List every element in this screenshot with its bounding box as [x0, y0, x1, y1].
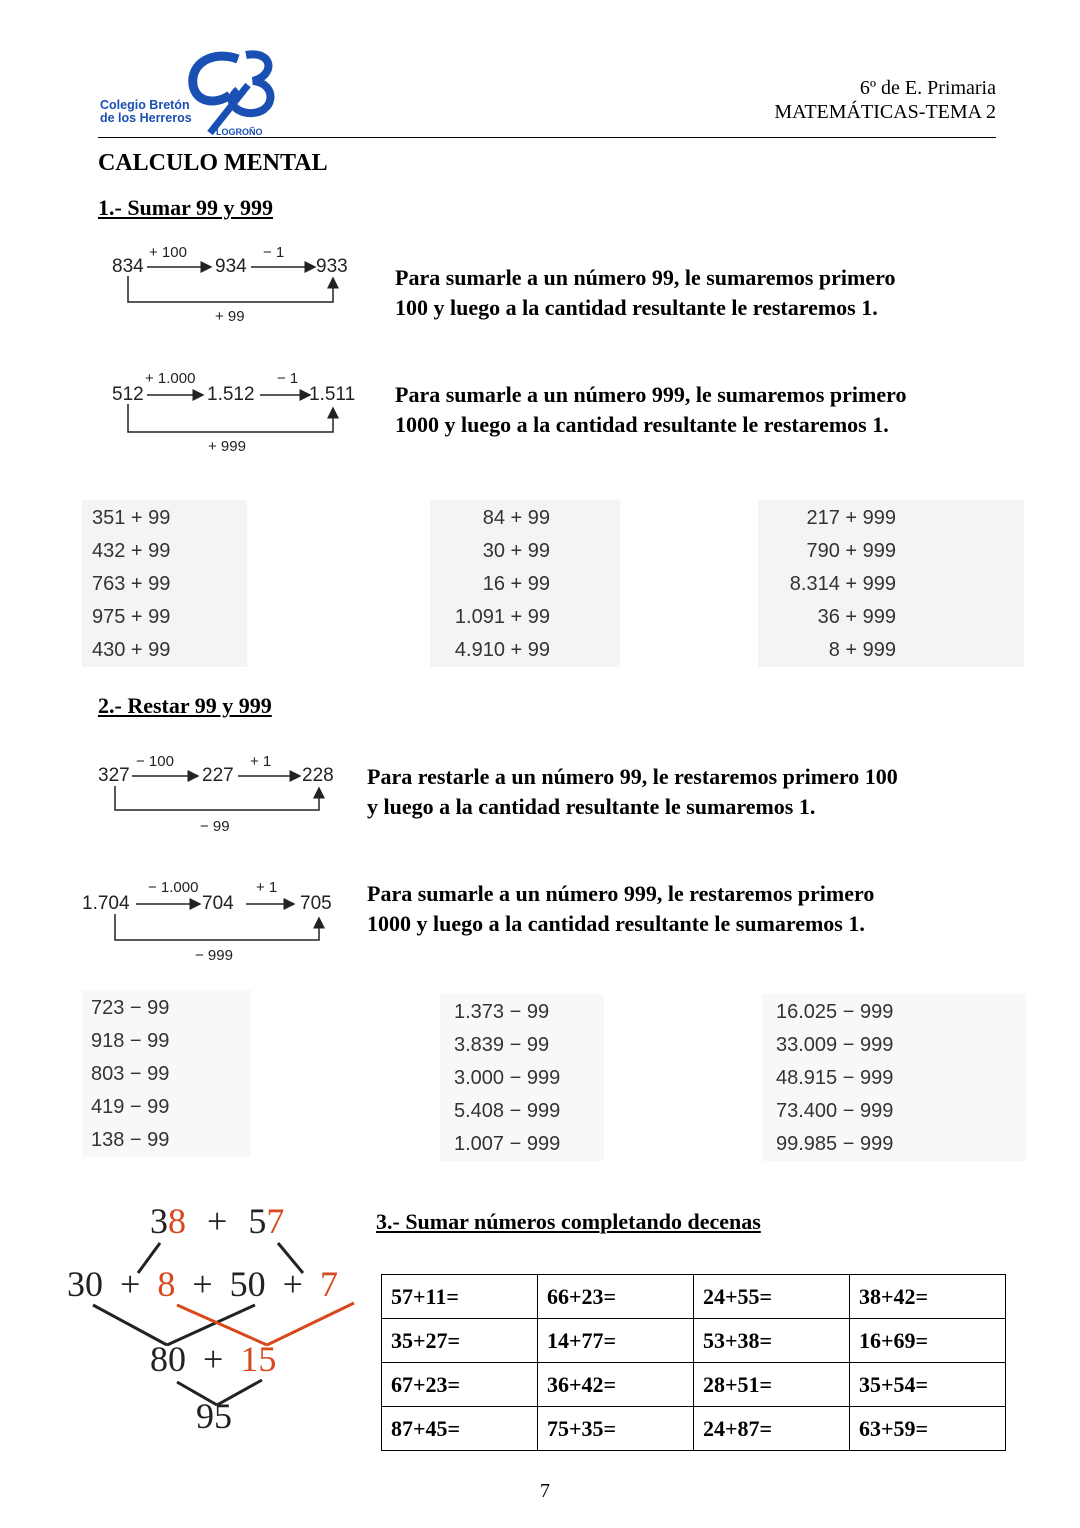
exercise-item: 1.373 − 99: [454, 1001, 550, 1023]
explanation-subtract-99: [367, 762, 898, 822]
diagram-op1: + 1.000: [145, 370, 196, 387]
school-city: LOGROÑO: [216, 127, 263, 137]
diagram-op1: + 100: [149, 244, 187, 261]
section3-heading: 3.- Sumar números completando decenas: [376, 1209, 761, 1234]
explanation-line: 1000 y luego a la cantidad resultante le sumaremos 1.: [367, 911, 865, 936]
table-row: [382, 1407, 1006, 1451]
table-cell: 24+55=: [694, 1275, 850, 1319]
plus-sign: +: [203, 1339, 224, 1379]
exercise-item: 3.000 − 999: [454, 1067, 561, 1089]
diagram-total: + 99: [215, 308, 245, 325]
diagram-subtract-999: [82, 878, 382, 968]
exercise-column: [758, 500, 1024, 667]
diagram-subtract-99: [92, 750, 392, 840]
exercise-item: 16 + 99: [482, 573, 550, 595]
table-cell: 38+42=: [850, 1275, 1006, 1319]
digit: 5: [248, 1201, 267, 1241]
diagram-start: 512: [112, 384, 144, 405]
explanation-line: 100 y luego a la cantidad resultante le restaremos 1.: [395, 295, 878, 320]
exercise-item: 918 − 99: [91, 1030, 170, 1052]
diagram-start: 327: [98, 765, 130, 786]
exercise-item: 99.985 − 999: [776, 1133, 894, 1155]
diagram-add-99: [105, 240, 405, 330]
exercise-item: 8 + 999: [828, 639, 896, 661]
diagram-end: 933: [316, 256, 348, 277]
table-cell: 16+69=: [850, 1319, 1006, 1363]
plus-sign: +: [207, 1201, 228, 1241]
exercise-item: 48.915 − 999: [776, 1067, 894, 1089]
units: 7: [319, 1264, 338, 1304]
subject-label: MATEMÁTICAS-TEMA 2: [774, 101, 996, 123]
exercise-item: 5.408 − 999: [454, 1100, 561, 1122]
exercise-item: 1.007 − 999: [454, 1133, 561, 1155]
units: 8: [157, 1264, 176, 1304]
tree-top-row: [150, 1200, 284, 1242]
exercise-item: 8.314 + 999: [789, 573, 896, 595]
table-cell: 24+87=: [694, 1407, 850, 1451]
explanation-line: Para sumarle a un número 99, le sumaremos primero: [395, 265, 896, 290]
diagram-mid: 227: [202, 765, 234, 786]
school-name-line1: Colegio Bretón: [100, 98, 190, 112]
diagram-end: 705: [300, 893, 332, 914]
digit: 8: [168, 1201, 186, 1241]
table-cell: 36+42=: [538, 1363, 694, 1407]
table-cell: 63+59=: [850, 1407, 1006, 1451]
diagram-mid: 704: [202, 893, 234, 914]
table-cell: 66+23=: [538, 1275, 694, 1319]
tree-sum-row: [150, 1338, 276, 1380]
exercise-item: 975 + 99: [92, 606, 171, 628]
table-cell: 57+11=: [382, 1275, 538, 1319]
decomposition-tree: [60, 1195, 380, 1445]
table-cell: 14+77=: [538, 1319, 694, 1363]
table-cell: 87+45=: [382, 1407, 538, 1451]
exercise-item: 33.009 − 999: [776, 1034, 894, 1056]
exercise-column: [82, 500, 247, 667]
diagram-op1: − 1.000: [148, 879, 199, 896]
diagram-op2: − 1: [277, 370, 299, 387]
explanation-line: Para restarle a un número 99, le restaremos primero 100: [367, 764, 898, 789]
table-cell: 28+51=: [694, 1363, 850, 1407]
table-row: [382, 1363, 1006, 1407]
page-title: CALCULO MENTAL: [98, 150, 328, 176]
exercise-item: 36 + 999: [817, 606, 896, 628]
diagram-op1: − 100: [136, 753, 174, 770]
diagram-add-999: [105, 368, 405, 458]
exercise-column: [430, 500, 620, 667]
table-cell: 67+23=: [382, 1363, 538, 1407]
table-cell: 75+35=: [538, 1407, 694, 1451]
header-info: [774, 76, 996, 124]
exercise-item: 73.400 − 999: [776, 1100, 894, 1122]
diagram-op2: − 1: [263, 244, 285, 261]
diagram-mid: 1.512: [207, 384, 255, 405]
explanation-subtract-999: [367, 879, 874, 939]
exercise-item: 723 − 99: [91, 997, 170, 1019]
tree-result: 95: [196, 1396, 232, 1436]
exercise-item: 432 + 99: [92, 540, 171, 562]
digit: 3: [150, 1201, 168, 1241]
school-logo: [98, 45, 278, 140]
exercise-column: [82, 990, 251, 1157]
explanation-add-999: [395, 380, 906, 440]
plus-sign: +: [282, 1264, 303, 1304]
addition-exercise-table: [381, 1274, 1006, 1451]
explanation-line: 1000 y luego a la cantidad resultante le restaremos 1.: [395, 412, 889, 437]
exercise-item: 430 + 99: [92, 639, 171, 661]
table-cell: 53+38=: [694, 1319, 850, 1363]
diagram-end: 228: [302, 765, 334, 786]
exercise-item: 217 + 999: [806, 507, 896, 529]
diagram-start: 1.704: [82, 893, 130, 914]
exercise-item: 790 + 999: [806, 540, 896, 562]
section2-heading: 2.- Restar 99 y 999: [98, 693, 272, 718]
exercise-item: 4.910 + 99: [454, 639, 550, 661]
diagram-op2: + 1: [250, 753, 272, 770]
section1-heading: 1.- Sumar 99 y 999: [98, 195, 273, 220]
plus-sign: +: [192, 1264, 213, 1304]
tens-sum: 80: [150, 1339, 186, 1379]
logo-cb-icon: [98, 45, 278, 140]
school-name-line2: de los Herreros: [100, 111, 192, 125]
exercise-item: 16.025 − 999: [776, 1001, 894, 1023]
tens: 50: [229, 1264, 266, 1304]
diagram-total: + 999: [208, 438, 246, 455]
table-cell: 35+27=: [382, 1319, 538, 1363]
tens: 30: [67, 1264, 103, 1304]
explanation-line: y luego a la cantidad resultante le sumaremos 1.: [367, 794, 816, 819]
diagram-mid: 934: [215, 256, 247, 277]
exercise-item: 803 − 99: [91, 1063, 170, 1085]
table-row: [382, 1275, 1006, 1319]
exercise-column: [440, 994, 604, 1161]
table-row: [382, 1319, 1006, 1363]
header-divider: [98, 137, 996, 138]
exercise-item: 419 − 99: [91, 1096, 170, 1118]
grade-label: 6º de E. Primaria: [859, 77, 996, 99]
explanation-line: Para sumarle a un número 999, le sumaremos primero: [395, 382, 907, 407]
plus-sign: +: [120, 1264, 141, 1304]
diagram-op2: + 1: [256, 879, 278, 896]
page-number: 7: [540, 1480, 550, 1502]
table-cell: 35+54=: [850, 1363, 1006, 1407]
units-sum: 15: [240, 1339, 277, 1379]
explanation-add-99: [395, 263, 895, 323]
digit: 7: [266, 1201, 285, 1241]
exercise-item: 30 + 99: [482, 540, 550, 562]
exercise-column: [762, 994, 1026, 1161]
diagram-start: 834: [112, 256, 144, 277]
exercise-item: 84 + 99: [482, 507, 550, 529]
exercise-item: 763 + 99: [92, 573, 171, 595]
tree-middle-row: [67, 1263, 338, 1305]
explanation-line: Para sumarle a un número 999, le restaremos primero: [367, 881, 875, 906]
diagram-end: 1.511: [309, 384, 356, 405]
exercise-item: 3.839 − 99: [454, 1034, 550, 1056]
exercise-item: 1.091 + 99: [454, 606, 550, 628]
diagram-total: − 99: [200, 818, 230, 835]
exercise-item: 138 − 99: [91, 1129, 170, 1151]
exercise-item: 351 + 99: [92, 507, 171, 529]
diagram-total: − 999: [195, 947, 233, 964]
